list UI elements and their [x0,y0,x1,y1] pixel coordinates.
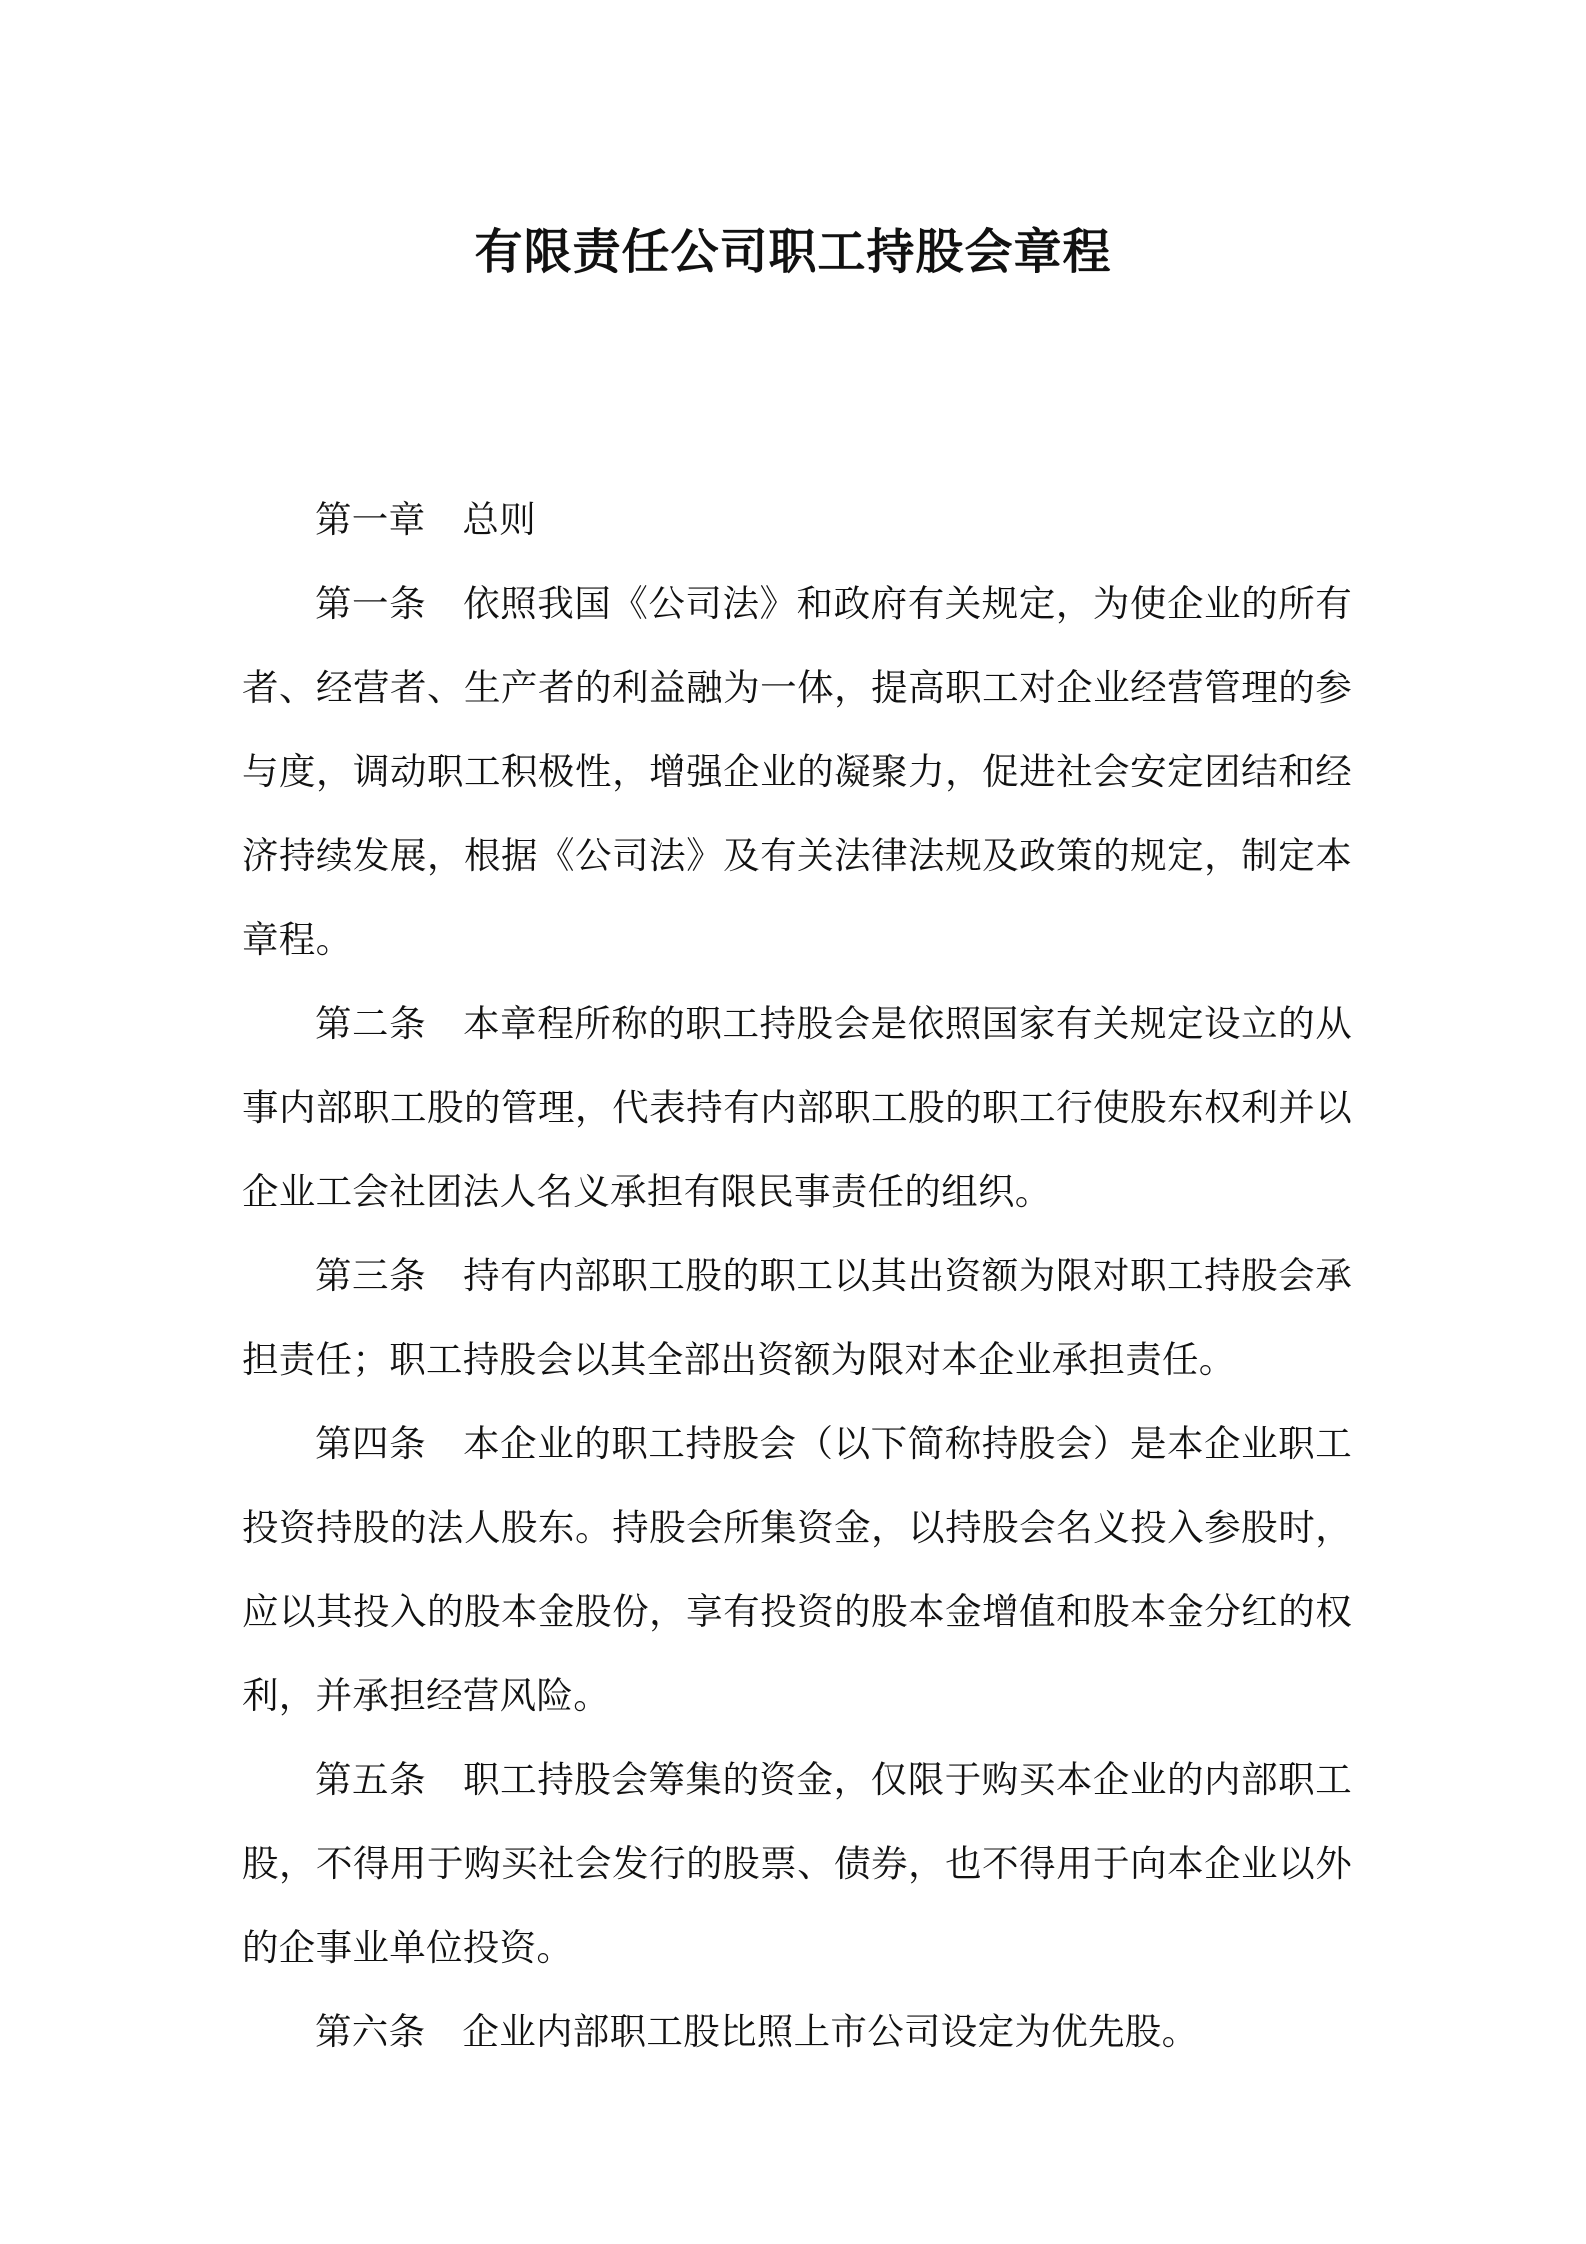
article-number: 第一条 [315,582,427,625]
article-6 [242,1990,1352,2074]
article-1 [242,562,1352,982]
article-number: 第四条 [315,1422,427,1465]
article-5 [242,1738,1352,1990]
article-4 [242,1402,1352,1738]
document-title: 有限责任公司职工持股会章程 [474,224,1112,280]
document-body [242,478,1352,2074]
article-text: 持有内部职工股的职工以其出资额为限对职工持股会承担责任；职工持股会以其全部出资额为限对本企业承担责任。 [242,1254,1352,1381]
article-number: 第五条 [315,1758,427,1801]
article-text: 本章程所称的职工持股会是依照国家有关规定设立的从事内部职工股的管理，代表持有内部职工股的职工行使股东权利并以企业工会社团法人名义承担有限民事责任的组织。 [242,1002,1352,1213]
article-3 [242,1234,1352,1402]
article-number: 第六条 [315,2010,426,2053]
article-number: 第三条 [315,1254,427,1297]
article-text: 依照我国《公司法》和政府有关规定，为使企业的所有者、经营者、生产者的利益融为一体，提高职工对企业经营管理的参与度，调动职工积极性，增强企业的凝聚力，促进社会安定团结和经济持续发展，根据《公司法》及有关法律法规及政策的规定，制定本章程。 [242,582,1352,961]
article-number: 第二条 [315,1002,427,1045]
article-text: 企业内部职工股比照上市公司设定为优先股。 [462,2010,1199,2053]
article-2 [242,982,1352,1234]
chapter-heading [242,478,1352,562]
chapter-number: 第一章 [315,498,426,541]
article-text: 职工持股会筹集的资金，仅限于购买本企业的内部职工股，不得用于购买社会发行的股票、债券，也不得用于向本企业以外的企事业单位投资。 [242,1758,1352,1969]
article-text: 本企业的职工持股会（以下简称持股会）是本企业职工投资持股的法人股东。持股会所集资金，以持股会名义投入参股时，应以其投入的股本金股份，享有投资的股本金增值和股本金分红的权利，并承担经营风险。 [242,1422,1352,1717]
chapter-name: 总则 [462,498,537,541]
